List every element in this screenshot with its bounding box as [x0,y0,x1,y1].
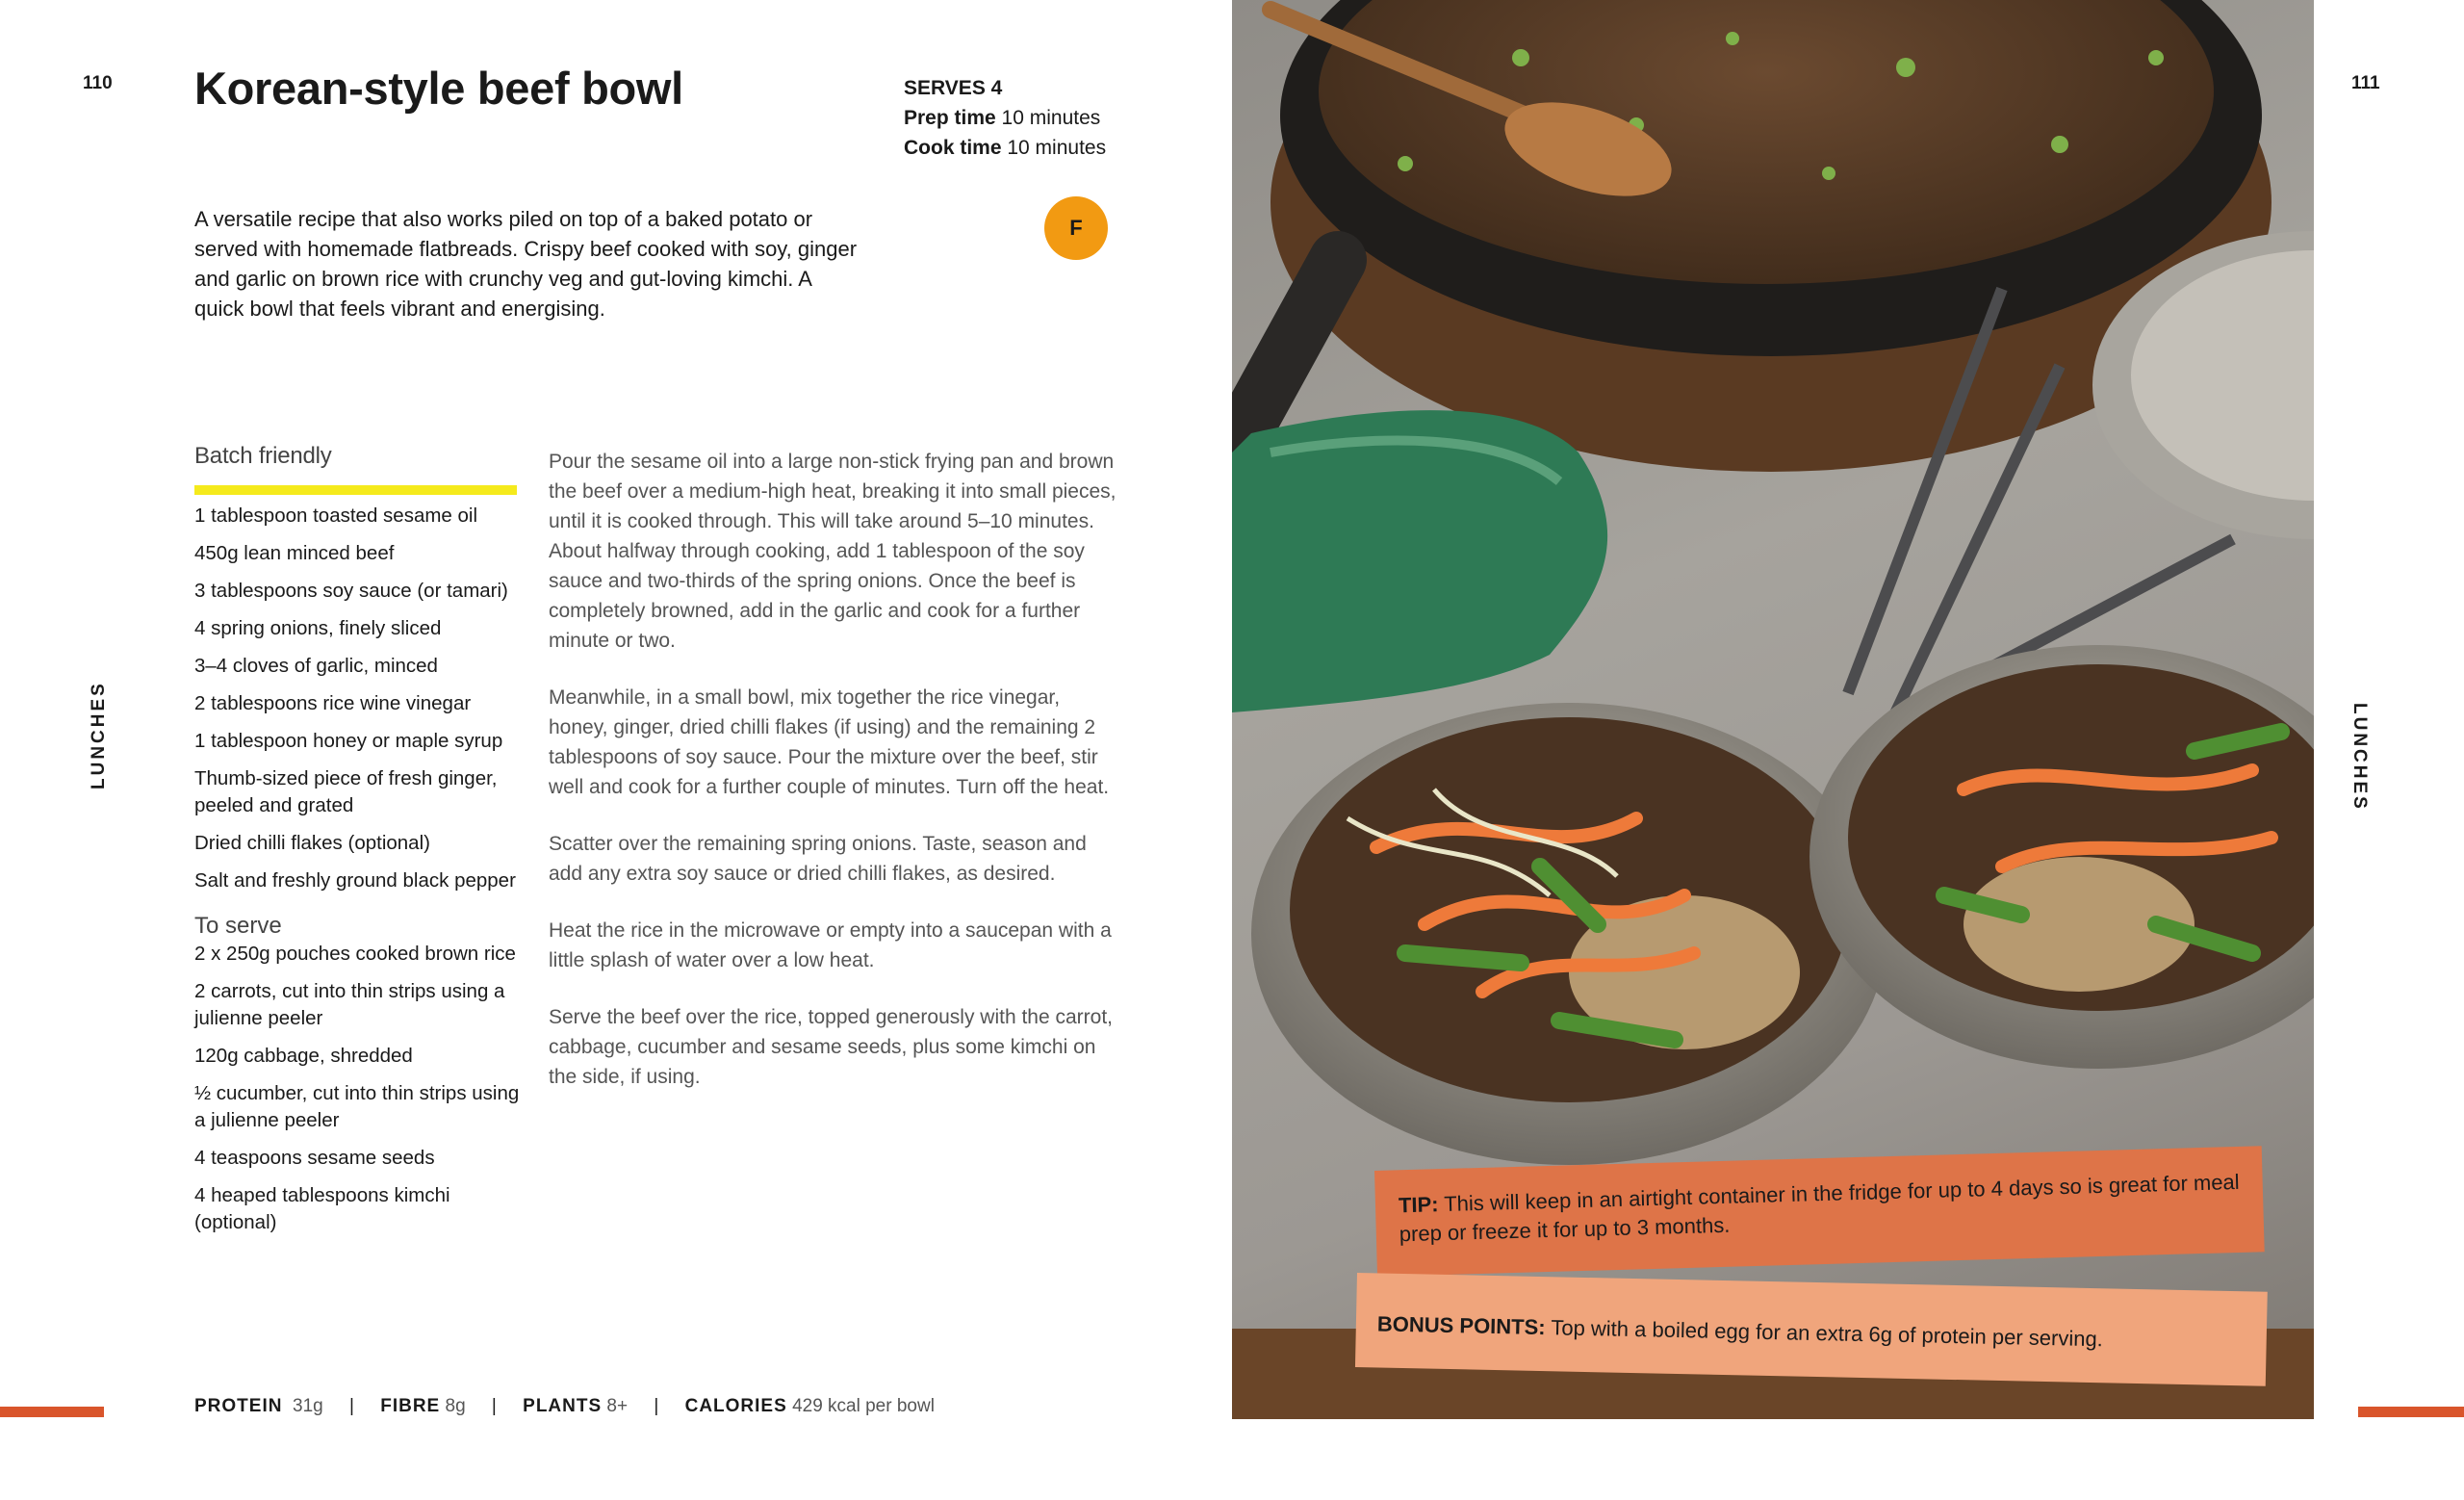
serves-count: SERVES 4 [904,77,1003,99]
accent-bar-left [0,1407,104,1417]
serve-item: 4 heaped tablespoons kimchi (optional) [194,1184,450,1233]
ingredient-item: Thumb-sized piece of fresh ginger, peeled and grated [194,767,498,816]
serve-item: 120g cabbage, shredded [194,1045,413,1067]
section-label-right: LUNCHES [2349,703,2370,812]
plants-label: PLANTS [523,1396,603,1416]
recipe-title: Korean-style beef bowl [194,63,683,114]
method-step: Serve the beef over the rice, topped generously with the carrot, cabbage, cucumber and sesame seeds, plus some kimchi on the side, if using. [549,1006,1114,1088]
serve-item: 2 x 250g pouches cooked brown rice [194,943,516,965]
batch-highlight-bar [194,485,517,495]
ingredient-item: 4 spring onions, finely sliced [194,617,442,639]
prep-time: Prep time 10 minutes [904,107,1101,129]
tip-label: TIP: [1398,1192,1439,1218]
page-number-right: 111 [2351,73,2380,93]
plants-value: 8+ [606,1396,629,1416]
bonus-points-box [1355,1273,2268,1386]
ingredient-item: 1 tablespoon toasted sesame oil [194,504,478,527]
ingredient-item: 2 tablespoons rice wine vinegar [194,692,472,714]
to-serve-heading: To serve [194,913,282,939]
accent-bar-right [2358,1407,2464,1417]
method-step: Pour the sesame oil into a large non-stick frying pan and brown the beef over a medium-high heat, breaking it into small pieces, until it is cooked through. This will take around 5–10 minutes. About halfway through cooking, add 1 tablespoon of the soy sauce and two-thirds of the spring onions. Once the beef is completely browned, add in the garlic and cook for a further minute or two. [549,451,1116,652]
page-number-left: 110 [83,73,113,93]
fibre-label: FIBRE [380,1396,441,1416]
ingredient-item: Salt and freshly ground black pepper [194,869,516,892]
ingredient-item: 1 tablespoon honey or maple syrup [194,730,503,752]
tip-text: This will keep in an airtight container in the fridge for up to 4 days so is great for meal prep or freeze it for up to 3 months. [1399,1169,2240,1247]
method-step: Meanwhile, in a small bowl, mix together the rice vinegar, honey, ginger, dried chilli flakes (if using) and the remaining 2 tablespoons of soy sauce. Pour the mixture over the beef, stir well and cook for a further couple of minutes. Turn off the heat. [549,686,1110,798]
calories-label: CALORIES [684,1396,787,1416]
protein-value: 31g [293,1396,323,1416]
ingredient-item: 3–4 cloves of garlic, minced [194,655,438,677]
method-steps [549,447,1116,1119]
ingredient-item: 450g lean minced beef [194,542,395,564]
fibre-value: 8g [445,1396,466,1416]
protein-label: PROTEIN [194,1396,283,1416]
serve-item: ½ cucumber, cut into thin strips using a julienne peeler [194,1082,520,1131]
ingredient-item: 3 tablespoons soy sauce (or tamari) [194,580,508,602]
diet-badge: F [1044,196,1108,260]
bonus-label: BONUS POINTS: [1376,1311,1546,1340]
serves-info [904,73,1106,163]
nutrition-strip: PROTEIN 31g | FIBRE 8g | PLANTS 8+ | CALORIES 429 kcal per bowl [194,1396,935,1416]
serve-item: 4 teaspoons sesame seeds [194,1147,435,1169]
ingredient-item: Dried chilli flakes (optional) [194,832,430,854]
section-label-left: LUNCHES [89,681,109,789]
recipe-intro: A versatile recipe that also works piled on top of a baked potato or served with homemade flatbreads. Crispy beef cooked with soy, ginger and garlic on brown rice with crunchy veg and gut-loving kimchi. A quick bowl that feels vibrant and energising. [194,207,858,321]
ingredients-list [194,503,531,1247]
batch-friendly-label: Batch friendly [194,443,332,469]
method-step: Heat the rice in the microwave or empty into a saucepan with a little splash of water over a low heat. [549,919,1112,971]
method-step: Scatter over the remaining spring onions. Taste, season and add any extra soy sauce or dried chilli flakes, as desired. [549,833,1087,885]
cook-time: Cook time 10 minutes [904,137,1107,159]
calories-value: 429 kcal per bowl [792,1396,935,1416]
serve-item: 2 carrots, cut into thin strips using a julienne peeler [194,980,505,1029]
bonus-text: Top with a boiled egg for an extra 6g of protein per serving. [1551,1315,2104,1352]
